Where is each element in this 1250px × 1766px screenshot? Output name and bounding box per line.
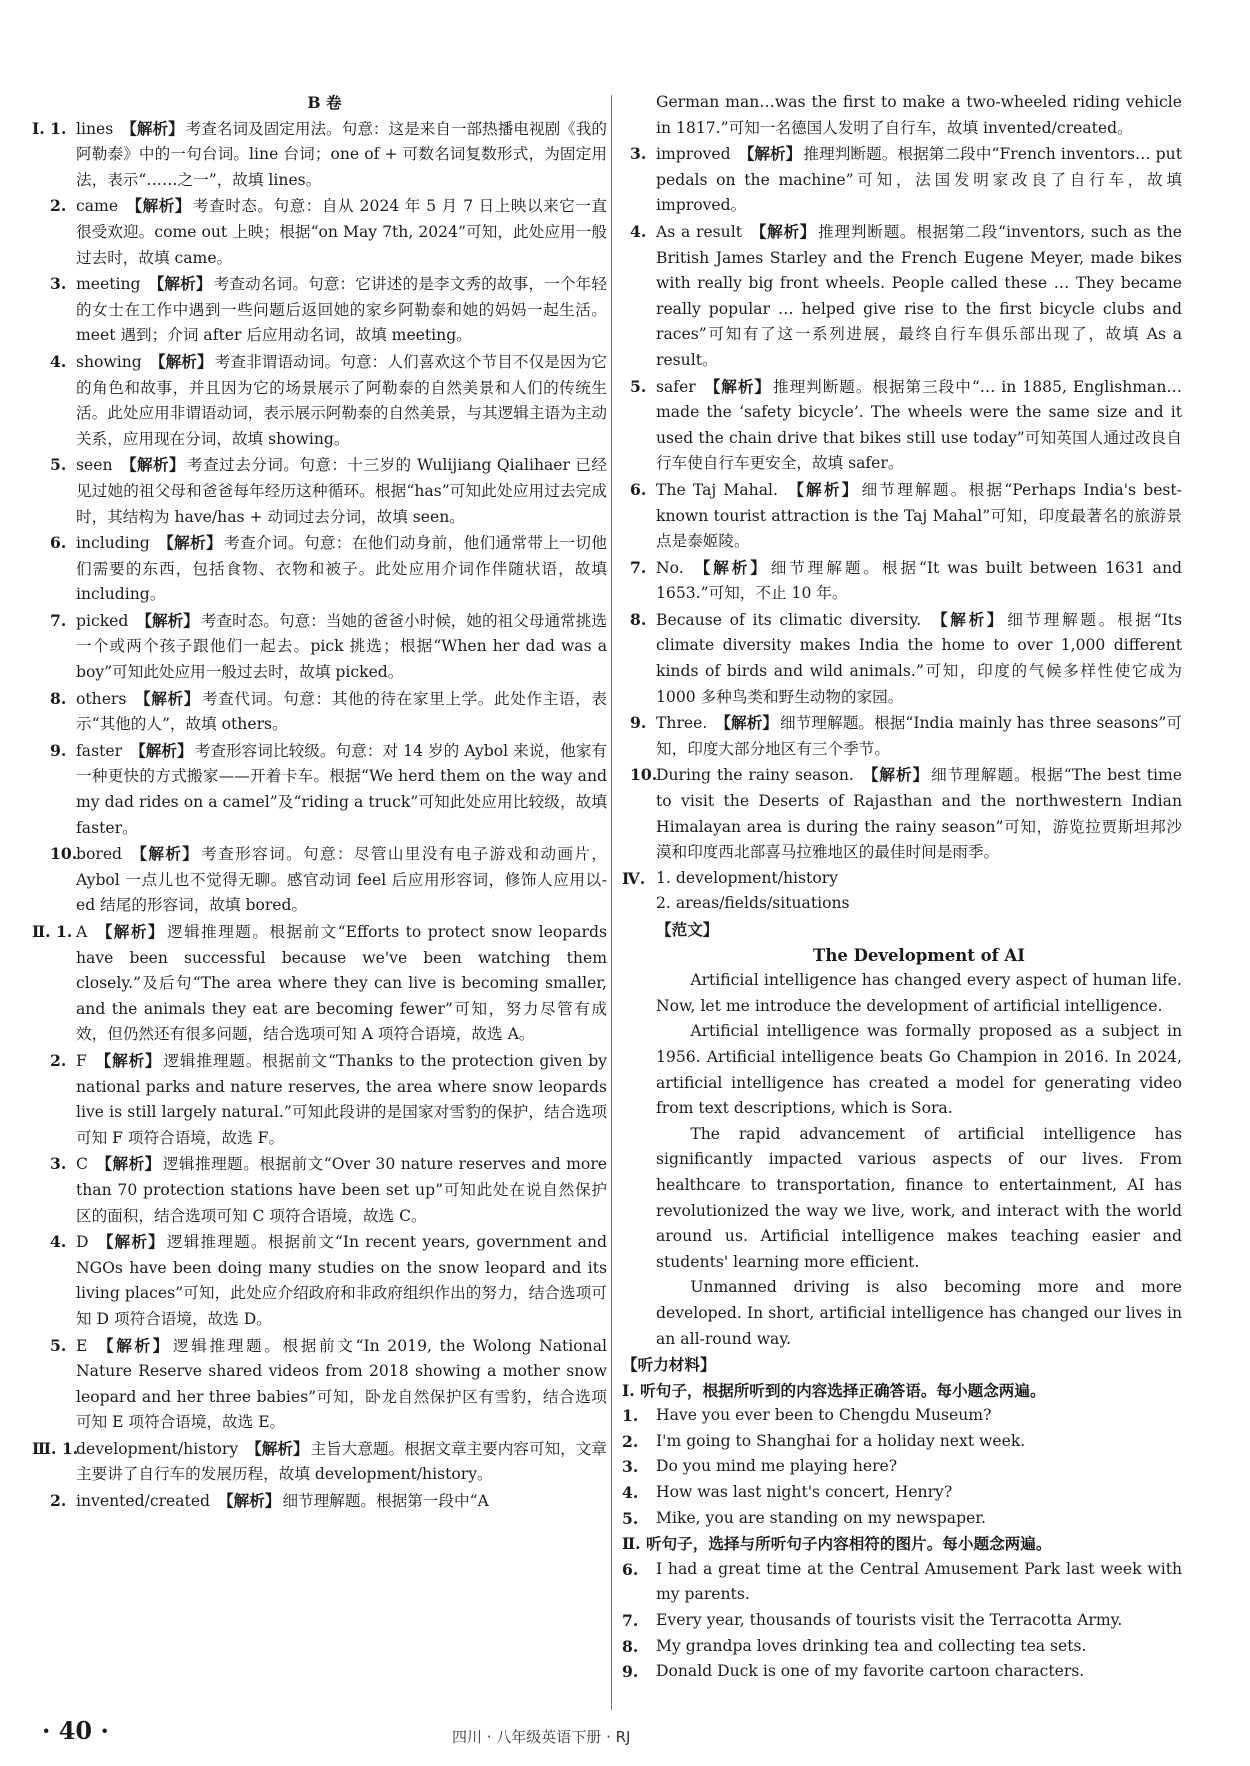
item-number: 6. <box>50 533 67 553</box>
item-answer: E <box>76 1336 88 1355</box>
item-explanation: 细节理解题。根据第一段中“A <box>282 1492 489 1511</box>
item-explanation: 考查时态。句意：当她的爸爸小时候，她的祖父母通常挑选一个或两个孩子跟他们一起去。pick 挑选；根据“When her dad was a boy”可知此处应用一般过去时，故填 picked。 <box>76 611 607 682</box>
analysis-tag: 【解析】 <box>130 740 193 760</box>
analysis-tag: 【解析】 <box>246 1438 309 1458</box>
item-number: 5. <box>50 1335 67 1355</box>
item-explanation: 细节理解题。根据“It was built between 1631 and 1653.”可知，不止 10 年。 <box>656 558 1182 603</box>
item-explanation: 逻辑推理题。根据前文“In recent years, government and NGOs have been doing many studies on the snow leopard and its living places”可知，此处应介绍政府和非政府组织作出的努力，结合选项可知 D 项符合语境，故选 D。 <box>76 1233 607 1328</box>
listening-item <box>622 1480 1182 1506</box>
item-number: 9. <box>50 740 67 760</box>
item-explanation: 推理判断题。根据第三段中“… in 1885, Englishman…made the ‘safety bicycle’. The wheels were the same size and it used the chain drive that bikes still use today”可知英国人通过改良自行车使自行车更安全，故填 safer。 <box>656 377 1182 473</box>
item-number: 3. <box>630 144 647 164</box>
left-answer-item <box>42 452 607 530</box>
item-number: 3. <box>622 1457 639 1477</box>
listening-sentence: How was last night's concert, Henry? <box>656 1483 953 1502</box>
item-number: 2. <box>50 196 67 216</box>
item-explanation: 考查名词及固定用法。句意：这是来自一部热播电视剧《我的阿勒泰》中的一句台词。line 台词；one of + 可数名词复数形式，为固定用法，表示“……之一”，故填 lines。 <box>76 119 607 189</box>
item-answer: Three. <box>656 714 708 733</box>
listening-item <box>622 1634 1182 1660</box>
analysis-tag: 【解析】 <box>95 922 165 941</box>
item-explanation: 逻辑推理题。根据前文“Thanks to the protection given by national parks and nature reserves, the area where snow leopards live is still largely natural.”可知此段讲的是国家对雪豹的保护，结合选项可知 F 项符合语境，故选 F。 <box>76 1051 607 1147</box>
listening-item <box>622 1506 1182 1532</box>
analysis-tag: 【解析】 <box>703 376 772 396</box>
item-number: 5. <box>50 455 67 475</box>
left-answer-item <box>42 349 607 452</box>
left-column <box>32 90 607 1515</box>
listening-item <box>622 1429 1182 1455</box>
right-answer-item <box>622 219 1182 374</box>
listening-sentence: I'm going to Shanghai for a holiday next week. <box>656 1431 1026 1450</box>
item-explanation: 考查时态。句意：自从 2024 年 5 月 7 日上映以来它一直很受欢迎。come out 上映；根据“on May 7th, 2024”可知，此处应用一般过去时，故填 came。 <box>76 197 607 267</box>
item-answer: picked <box>76 611 129 630</box>
item-number: 10. <box>630 765 658 785</box>
item-answer: showing <box>76 352 142 371</box>
right-answer-item <box>622 374 1182 477</box>
item-explanation: 考查介词。句意：在他们动身前，他们通常带上一切他们需要的东西，包括食物、衣物和被子。此处应用介词作伴随状语，故填 including。 <box>76 534 607 604</box>
column-divider <box>611 95 612 1710</box>
analysis-tag: 【解析】 <box>120 455 186 475</box>
item-number: 2. <box>622 1431 639 1451</box>
listening-sentence: Every year, thousands of tourists visit the Terracotta Army. <box>656 1611 1123 1630</box>
item-number: 8. <box>622 1636 639 1656</box>
analysis-tag: 【解析】 <box>861 765 930 785</box>
item-number: 6. <box>630 479 647 499</box>
analysis-tag: 【解析】 <box>785 479 860 499</box>
item-answer: The Taj Mahal. <box>656 480 778 499</box>
left-answer-item <box>42 1333 607 1436</box>
analysis-tag: 【解析】 <box>130 844 200 864</box>
item-answer: bored <box>76 845 123 864</box>
item-explanation: 考查过去分词。句意：十三岁的 Wulijiang Qialihaer 已经见过她的祖父母和爸爸每年经历这种循环。根据“has”可知此处应用过去完成时，其结构为 have/has + 动词过去分词，故填 seen。 <box>76 456 607 526</box>
left-answer-item <box>32 919 607 1048</box>
item-number: 3. <box>50 274 67 294</box>
analysis-tag: 【解析】 <box>149 351 213 371</box>
listening-item <box>622 1659 1182 1685</box>
analysis-tag: 【解析】 <box>715 713 779 733</box>
item-answer: Because of its climatic diversity. <box>656 610 922 629</box>
listening-item <box>622 1403 1182 1429</box>
essay-paragraph: Artificial intelligence has changed every aspect of human life. Now, let me introduce the development of artificial intelligence. <box>656 971 1182 1015</box>
item-number: 7. <box>630 557 647 577</box>
item-explanation: 逻辑推理题。根据前文“In 2019, the Wolong National Nature Reserve shared videos from 2018 showing a mother snow leopard and her three babies”可知，卧龙自然保护区有雪豹，结合选项可知 E 项符合语境，故选 E。 <box>76 1336 607 1432</box>
book-info: 四川 · 八年级英语下册 · RJ <box>452 1728 631 1746</box>
item-explanation: 细节理解题。根据“India mainly has three seasons”可知，印度大部分地区有三个季节。 <box>656 714 1182 758</box>
item-answer: improved <box>656 145 731 164</box>
analysis-tag: 【解析】 <box>126 196 191 216</box>
item-number: 4. <box>50 351 67 371</box>
item-answer: F <box>76 1051 87 1070</box>
item-number: 9. <box>630 713 647 733</box>
analysis-tag: 【解析】 <box>929 609 1006 629</box>
analysis-tag: 【解析】 <box>218 1491 281 1511</box>
essay-paragraph: Artificial intelligence was formally proposed as a subject in 1956. Artificial intelligence beats Go Champion in 2016. In 2024, artificial intelligence has created a model for generating video from text descriptions, which is Sora. <box>656 1022 1182 1118</box>
analysis-tag: 【解析】 <box>157 533 223 553</box>
section-4-item-2: 2. areas/fields/situations <box>656 894 850 913</box>
analysis-tag: 【解析】 <box>95 1335 172 1355</box>
item-answer: During the rainy season. <box>656 766 854 785</box>
listening-sentence: Have you ever been to Chengdu Museum? <box>656 1406 992 1425</box>
analysis-tag: 【解析】 <box>148 274 212 294</box>
item-explanation: 主旨大意题。根据文章主要内容可知，文章主要讲了自行车的发展历程，故填 development/history。 <box>76 1439 607 1484</box>
left-answer-item <box>32 116 607 194</box>
item-answer: invented/created <box>76 1492 211 1511</box>
item-number: 7. <box>622 1611 639 1631</box>
right-answer-item <box>622 555 1182 607</box>
item-number: 3. <box>50 1154 67 1174</box>
item-number: 4. <box>50 1232 67 1252</box>
item-number: 2. <box>50 1491 67 1511</box>
item-answer: development/history <box>76 1439 239 1458</box>
item-explanation: 推理判断题。根据第二段中“French inventors… put pedals on the machine”可知，法国发明家改良了自行车，故填 improved。 <box>656 145 1182 215</box>
right-answer-item <box>622 141 1182 219</box>
listening-title: 【听力材料】 <box>622 1355 716 1375</box>
item-number: Ⅰ. 1. <box>32 118 67 138</box>
essay-title: The Development of AI <box>813 945 1025 965</box>
listening-item <box>622 1557 1182 1608</box>
item-answer: D <box>76 1233 89 1252</box>
analysis-tag: 【解析】 <box>749 221 817 241</box>
analysis-tag: 【解析】 <box>121 118 184 138</box>
item-number: 10. <box>50 844 78 864</box>
analysis-tag: 【解析】 <box>94 1050 162 1070</box>
continuation-text: German man…was the first to make a two-wheeled riding vehicle in 1817.”可知一名德国人发明了自行车，故填 invented/created。 <box>656 93 1182 137</box>
item-explanation: 细节理解题。根据“Its climate diversity makes India the home to over 1,000 different kinds of birds and wild animals.”可知，印度的气候多样性使它成为 1000 多种鸟类和野生动物的家园。 <box>656 610 1182 706</box>
left-answer-item <box>42 1151 607 1229</box>
item-number: 8. <box>630 609 647 629</box>
item-number: 6. <box>622 1559 639 1579</box>
right-answer-item <box>622 607 1182 710</box>
item-answer: lines <box>76 119 114 138</box>
right-answer-item <box>622 762 1182 865</box>
section-title: B 卷 <box>307 93 342 112</box>
section-4-item-1: Ⅳ. 1. development/history <box>622 866 1182 892</box>
item-explanation: 逻辑推理题。根据前文“Over 30 nature reserves and more than 70 protection stations have been set up”可知此处在说自然保护区的面积，结合选项可知 C 项符合语境，故选 C。 <box>76 1155 607 1225</box>
item-number: 4. <box>630 221 647 241</box>
item-explanation: 考查动名词。句意：它讲述的是李文秀的故事，一个年轻的女士在工作中遇到一些问题后返回她的家乡阿勒泰和她的妈妈一起生活。meet 遇到；介词 after 后应用动名词，故填 meeting。 <box>76 275 607 345</box>
analysis-tag: 【解析】 <box>738 144 802 164</box>
listening-sentence: Donald Duck is one of my favorite cartoon characters. <box>656 1662 1085 1681</box>
item-explanation: 考查形容词比较级。句意：对 14 岁的 Aybol 来说，他家有一种更快的方式搬家——开着卡车。根据“We herd them on the way and my dad rides on a camel”及“riding a truck”可知此处应用比较级，故填 faster。 <box>76 741 607 837</box>
item-explanation: 推理判断题。根据第二段“inventors, such as the British James Starley and the French Eugene Meyer, made bikes with really big front wheels. People called these … They became really popular … helped give rise to the first bicycle clubs and races”可知有了这一系列进展，最终自行车俱乐部出现了，故填 As a result。 <box>656 222 1182 369</box>
analysis-tag: 【解析】 <box>95 1154 161 1174</box>
item-number: 8. <box>50 688 67 708</box>
left-answer-item <box>42 530 607 608</box>
item-explanation: 细节理解题。根据“Perhaps India's best-known tourist attraction is the Taj Mahal”可知，印度最著名的旅游景点是泰姬陵。 <box>656 480 1182 551</box>
item-explanation: 细节理解题。根据“The best time to visit the Deserts of Rajasthan and the northwestern Indian Himalayan area is during the rainy season”可知，游览拉贾斯坦邦沙漠和印度西北部喜马拉雅地区的最佳时间是雨季。 <box>656 766 1182 862</box>
item-answer: including <box>76 534 150 553</box>
listening-part2-list <box>622 1557 1182 1685</box>
item-answer: C <box>76 1155 88 1174</box>
right-answer-list <box>622 141 1182 866</box>
essay-paragraph: The rapid advancement of artificial intelligence has significantly impacted various aspects of our lives. From healthcare to transportation, finance to entertainment, AI has revolutionized the way we live, work, and interact with the world around us. Artificial intelligence makes teaching easier and students' learning more efficient. <box>656 1124 1182 1271</box>
left-answer-item <box>42 1048 607 1151</box>
listening-item <box>622 1608 1182 1634</box>
listening-item <box>622 1454 1182 1480</box>
right-answer-item <box>622 710 1182 762</box>
analysis-tag: 【解析】 <box>691 557 769 577</box>
item-number: Ⅱ. 1. <box>32 922 73 941</box>
listening-part2-instruction: Ⅱ. 听句子，选择与所听句子内容相符的图片。每小题念两遍。 <box>622 1534 1052 1554</box>
listening-sentence: My grandpa loves drinking tea and collecting tea sets. <box>656 1636 1087 1655</box>
item-explanation: 考查代词。句意：其他的待在家里上学。此处作主语，表示“其他的人”，故填 others。 <box>76 689 607 734</box>
item-answer: A <box>76 923 88 941</box>
item-number: 5. <box>622 1508 639 1528</box>
item-number: 2. <box>50 1050 67 1070</box>
left-answer-item <box>42 193 607 271</box>
item-number: 4. <box>622 1483 639 1503</box>
item-answer: seen <box>76 456 113 475</box>
section-4-label: Ⅳ. <box>622 868 646 888</box>
item-answer: others <box>76 689 127 708</box>
left-answer-item <box>42 841 607 919</box>
item-answer: came <box>76 197 119 216</box>
right-answer-item <box>622 477 1182 555</box>
analysis-tag: 【解析】 <box>136 610 199 630</box>
left-answer-item <box>42 608 607 686</box>
listening-sentence: I had a great time at the Central Amusement Park last week with my parents. <box>656 1559 1182 1604</box>
item-answer: faster <box>76 741 123 760</box>
analysis-tag: 【解析】 <box>96 1232 165 1252</box>
item-answer: safer <box>656 377 696 396</box>
item-answer: As a result <box>656 222 742 241</box>
model-essay-label: 【范文】 <box>656 920 719 939</box>
item-number: 9. <box>622 1662 639 1682</box>
item-number: Ⅲ. 1. <box>32 1438 79 1458</box>
item-answer: No. <box>656 558 684 577</box>
item-number: 7. <box>50 610 67 630</box>
left-answer-item <box>42 1229 607 1332</box>
item-answer: meeting <box>76 275 141 294</box>
left-answer-item <box>42 271 607 349</box>
item-number: 1. <box>622 1406 639 1426</box>
listening-part1-instruction: Ⅰ. 听句子，根据所听到的内容选择正确答语。每小题念两遍。 <box>622 1380 1046 1400</box>
left-answer-list <box>32 116 607 1515</box>
left-answer-item <box>32 1436 607 1488</box>
left-answer-item <box>42 1488 607 1515</box>
listening-part1-list <box>622 1403 1182 1531</box>
page-number: · 40 · <box>42 1716 109 1745</box>
listening-sentence: Do you mind me playing here? <box>656 1457 898 1476</box>
right-column <box>622 90 1182 1685</box>
page-footer <box>42 1716 1192 1756</box>
item-number: 5. <box>630 376 647 396</box>
item-explanation: 考查形容词。句意：尽管山里没有电子游戏和动画片，Aybol 一点儿也不觉得无聊。感官动词 feel 后应用形容词，修饰人应用以-ed 结尾的形容词，故填 bored。 <box>76 845 607 915</box>
item-explanation: 逻辑推理题。根据前文“Efforts to protect snow leopards have been successful because we've been watching them closely.”及后句“The area where they can live is becoming smaller, and the animals they eat are becoming fewer”可知，努力尽管有成效，但仍然还有很多问题，结合选项可知 A 项符合语境，故选 A。 <box>76 923 607 1044</box>
listening-sentence: Mike, you are standing on my newspaper. <box>656 1508 986 1527</box>
analysis-tag: 【解析】 <box>134 688 200 708</box>
essay-paragraph: Unmanned driving is also becoming more and more developed. In short, artificial intelligence has changed our lives in an all-round way. <box>656 1278 1182 1348</box>
left-answer-item <box>42 738 607 841</box>
item-explanation: 考查非谓语动词。句意：人们喜欢这个节目不仅是因为它的角色和故事，并且因为它的场景展示了阿勒泰的自然美景和人们的传统生活。此处应用非谓语动词，表示展示阿勒泰的自然美景，与其逻辑主语为主动关系，应用现在分词，故填 showing。 <box>76 352 607 448</box>
left-answer-item <box>42 686 607 738</box>
essay-body <box>622 968 1182 1352</box>
